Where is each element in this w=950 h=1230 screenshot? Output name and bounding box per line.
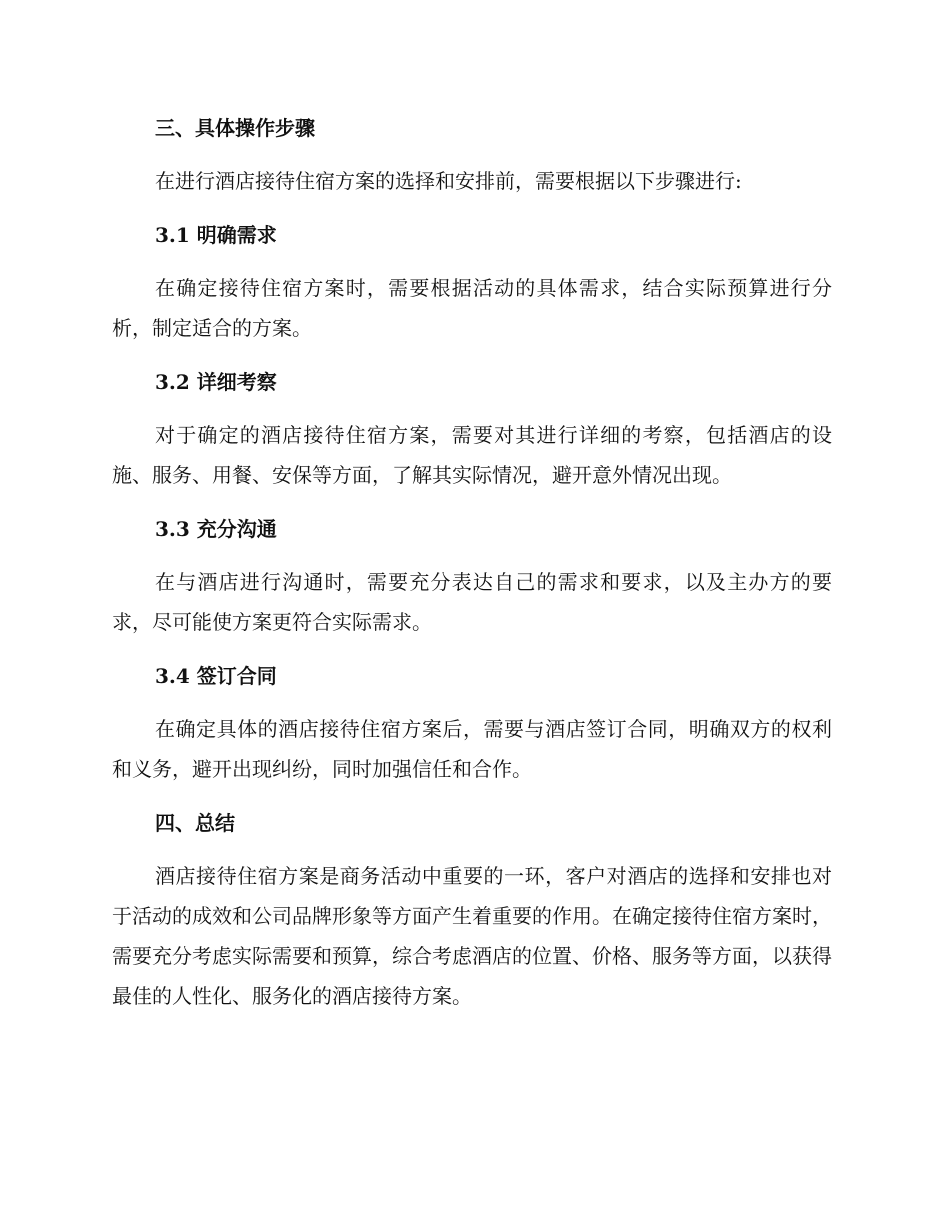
step-3-3-paragraph: 在与酒店进行沟通时，需要充分表达自己的需求和要求，以及主办方的要求，尽可能使方案更符合实际需求。: [112, 570, 832, 634]
step-3-4-heading: 3.4 签订合同: [155, 664, 277, 688]
section-3-heading: 三、具体操作步骤: [155, 116, 315, 140]
section-4-heading: 四、总结: [155, 811, 235, 835]
step-3-2-heading: 3.2 详细考察: [155, 370, 277, 394]
section-4-paragraph: 酒店接待住宿方案是商务活动中重要的一环，客户对酒店的选择和安排也对于活动的成效和公司品牌形象等方面产生着重要的作用。在确定接待住宿方案时，需要充分考虑实际需要和预算，综合考虑酒店的位置、价格、服务等方面，以获得最佳的人性化、服务化的酒店接待方案。: [112, 864, 832, 1008]
section-3-intro: 在进行酒店接待住宿方案的选择和安排前，需要根据以下步骤进行:: [155, 169, 742, 193]
step-3-4-paragraph: 在确定具体的酒店接待住宿方案后，需要与酒店签订合同，明确双方的权利和义务，避开出现纠纷，同时加强信任和合作。: [112, 717, 832, 781]
document-page: [112, 108, 832, 1030]
step-3-1-heading: 3.1 明确需求: [155, 223, 277, 247]
step-3-3-heading: 3.3 充分沟通: [155, 517, 277, 541]
step-3-1-paragraph: 在确定接待住宿方案时，需要根据活动的具体需求，结合实际预算进行分析，制定适合的方案。: [112, 276, 832, 340]
step-3-2-paragraph: 对于确定的酒店接待住宿方案，需要对其进行详细的考察，包括酒店的设施、服务、用餐、安保等方面，了解其实际情况，避开意外情况出现。: [112, 423, 832, 487]
